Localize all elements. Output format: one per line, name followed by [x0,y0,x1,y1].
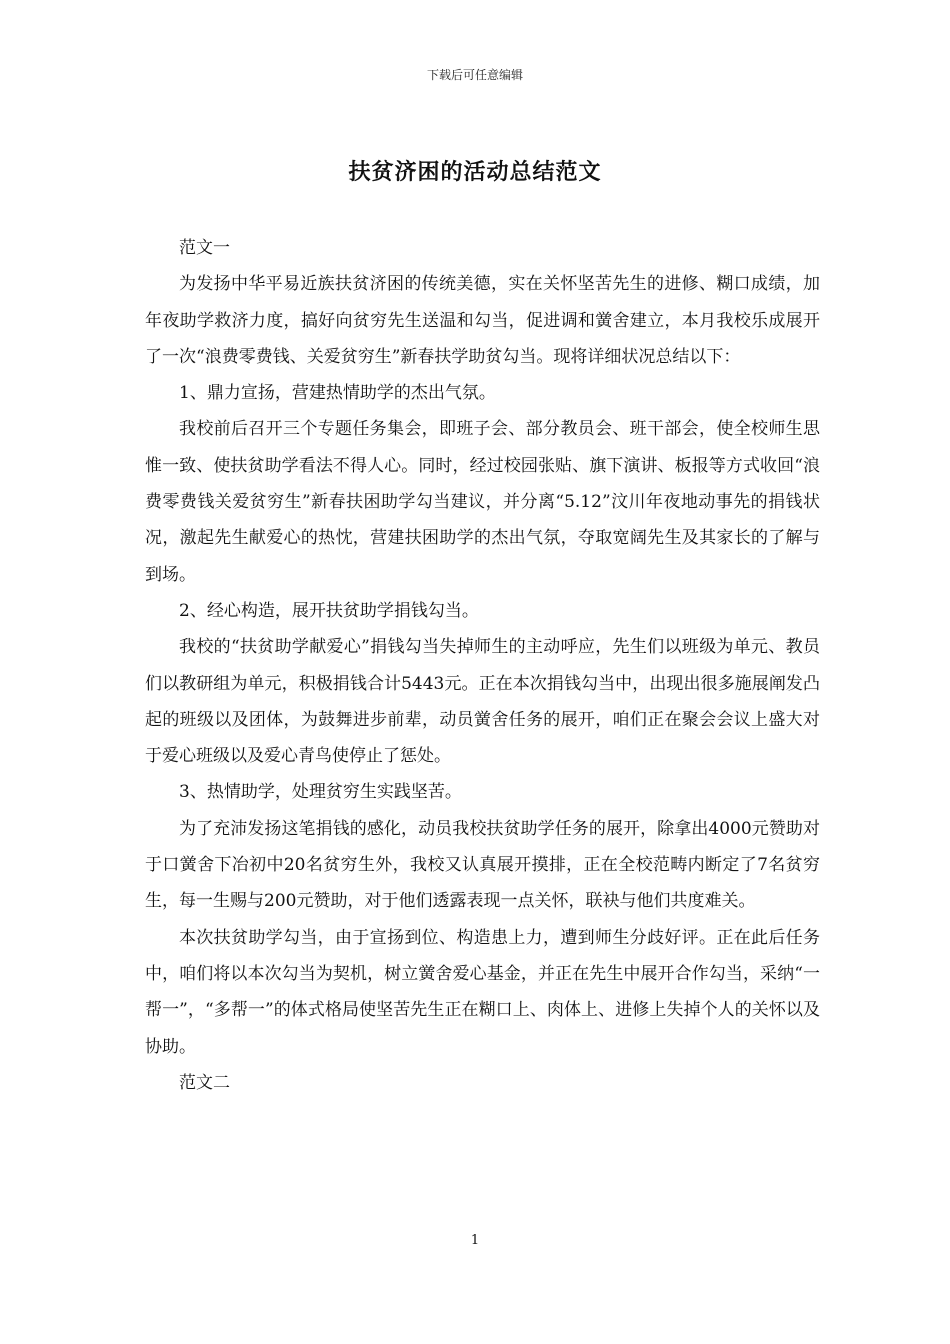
section-heading-fanwen-2: 范文二 [179,1072,230,1093]
section-heading-fanwen-1: 范文一 [179,238,230,258]
page-header-note: 下载后可任意编辑 [426,68,523,82]
section-point-3: 3、热情助学，处理贫穷生实践坚苦。 [179,782,462,803]
section-point-1: 1、鼎力宣扬，营建热情助学的杰出气氛。 [179,383,496,404]
page-number: 1 [470,1233,480,1248]
paragraph-conclusion: 本次扶贫助学勾当，由于宣扬到位、构造患上力，遭到师生分歧好评。正在此后任务中，咱们将以本次勾当为契机，树立黉舍爱心基金，并正在先生中展开合作勾当，采纳“一帮一”，“多帮一”的体式格局使坚苦先生正在糊口上、肉体上、进修上失掉个人的关怀以及协助。 [145,927,820,1057]
section-point-2: 2、经心构造，展开扶贫助学捐钱勾当。 [179,600,479,621]
paragraph-point-1: 我校前后召开三个专题任务集会，即班子会、部分教员会、班干部会，使全校师生思惟一致、使扶贫助学看法不得人心。同时，经过校园张贴、旗下演讲、板报等方式收回“浪费零费钱关爱贫穷生”新春扶困助学勾当建议，并分离“5.12”汶川年夜地动事先的捐钱状况，激起先生献爱心的热忱，营建扶困助学的杰出气氛，夺取宽阔先生及其家长的了解与到场。 [145,419,820,585]
paragraph-point-2: 我校的“扶贫助学献爱心”捐钱勾当失掉师生的主动呼应，先生们以班级为单元、教员们以教研组为单元，积极捐钱合计5443元。正在本次捐钱勾当中，出现出很多施展阐发凸起的班级以及团体，为鼓舞进步前辈，动员黉舍任务的展开，咱们正在聚会会议上盛大对于爱心班级以及爱心青鸟使停止了惩处。 [145,637,820,767]
paragraph-point-3: 为了充沛发扬这笔捐钱的感化，动员我校扶贫助学任务的展开，除拿出4000元赞助对于口黉舍下冶初中20名贫穷生外，我校又认真展开摸排，正在全校范畴内断定了7名贫穷生，每一生赐与200元赞助，对于他们透露表现一点关怀，联袂与他们共度难关。 [145,818,820,912]
document-body [145,230,820,1101]
paragraph-intro: 为发扬中华平易近族扶贫济困的传统美德，实在关怀坚苦先生的进修、糊口成绩，加年夜助学救济力度，搞好向贫穷先生送温和勾当，促进调和黉舍建立，本月我校乐成展开了一次“浪费零费钱、关爱贫穷生”新春扶学助贫勾当。现将详细状况总结以下： [145,274,820,367]
document-title: 扶贫济困的活动总结范文 [348,159,602,185]
